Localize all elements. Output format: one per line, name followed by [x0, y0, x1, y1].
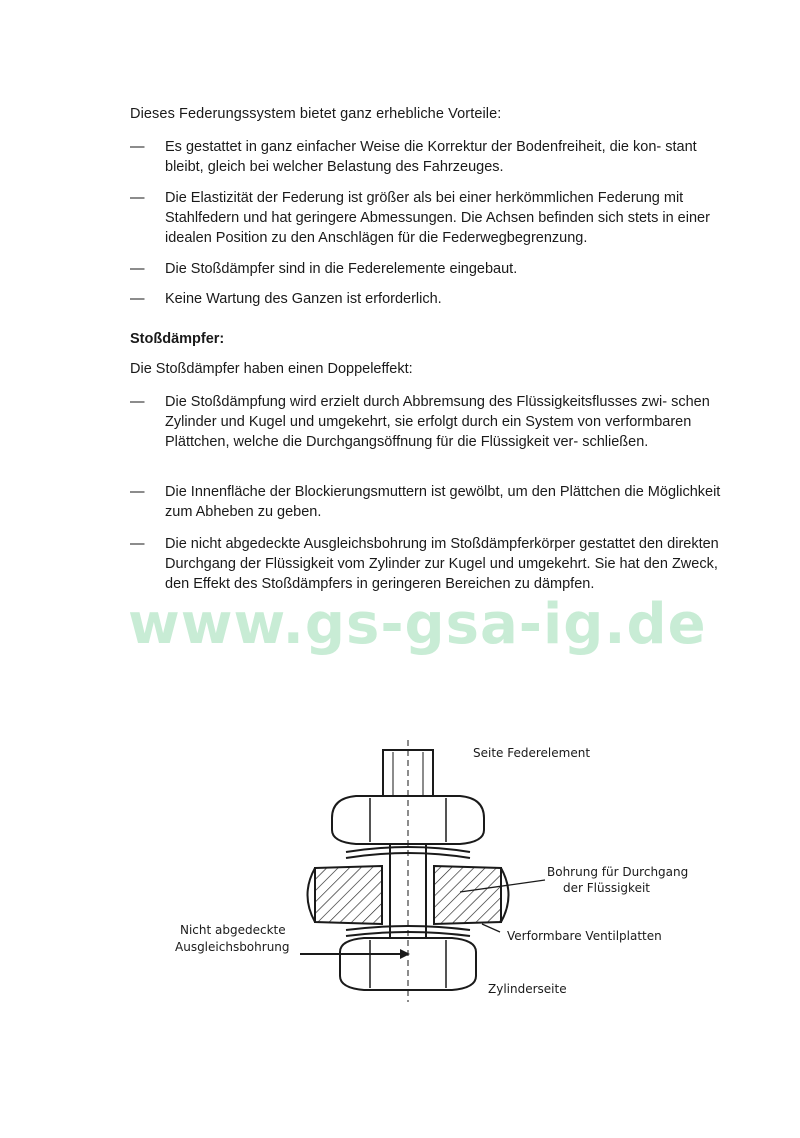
bullet-dash: — — [130, 139, 145, 155]
body-right — [434, 866, 501, 924]
advantage-item — [130, 289, 730, 309]
label-zylinderseite: Zylinderseite — [488, 982, 567, 996]
label-ausgleich-line1: Nicht abgedeckte — [180, 923, 286, 937]
advantage-text: Es gestattet in ganz einfacher Weise die Korrektur der Bodenfreiheit, die kon- stant bleibt, gleich bei welcher Belastung des Fahrzeuges. — [165, 139, 697, 175]
label-bohrung-line1: Bohrung für Durchgang — [547, 865, 689, 879]
label-bohrung-line2: der Flüssigkeit — [563, 881, 650, 895]
bullet-dash: — — [130, 536, 145, 552]
feature-text: Die Innenfläche der Blockierungsmuttern ist gewölbt, um den Plättchen die Möglichkeit zum Abheben zu geben. — [165, 484, 721, 520]
feature-item — [130, 392, 730, 472]
advantage-text: Die Elastizität der Federung ist größer als bei einer herkömmlichen Federung mit Stahlfedern und hat geringere Abmessungen. Die Achsen befinden sich stets in einer idealen Position zu den Anschlägen für die Federwegbegrenzung. — [165, 190, 710, 246]
advantage-text: Keine Wartung des Ganzen ist erforderlich. — [165, 291, 442, 307]
feature-text: Die Stoßdämpfung wird erzielt durch Abbremsung des Flüssigkeitsflusses zwi- schen Zylinder und Kugel und umgekehrt, sie erfolgt durch ein System von verformbaren Plättchen, welche die Durchgangsöffnung für die Flüssigkeit ver- schließen. — [165, 394, 710, 450]
section-heading: Stoßdämpfer: — [130, 331, 225, 347]
bullet-dash: — — [130, 291, 145, 307]
bullet-dash: — — [130, 484, 145, 500]
label-ventilplatten: Verformbare Ventilplatten — [507, 929, 662, 943]
watermark: www.gs-gsa-ig.de — [128, 592, 707, 657]
ventil-leader — [482, 924, 500, 932]
advantage-item — [130, 188, 730, 248]
feature-item — [130, 482, 730, 522]
intro-text: Dieses Federungssystem bietet ganz erhebliche Vorteile: — [130, 106, 502, 122]
bullet-dash: — — [130, 394, 145, 410]
feature-text: Die nicht abgedeckte Ausgleichsbohrung im Stoßdämpferkörper gestattet den direkten Durchgang der Flüssigkeit vom Zylinder zur Kugel und umgekehrt. Sie hat den Zweck, den Effekt des Stoßdämpfers in geringeren Bereichen zu dämpfen. — [165, 536, 719, 592]
label-seite-federelement: Seite Federelement — [473, 746, 591, 760]
body-left — [315, 866, 382, 924]
bullet-dash: — — [130, 190, 145, 206]
label-ausgleich-line2: Ausgleichsbohrung — [175, 940, 290, 954]
advantage-text: Die Stoßdämpfer sind in die Federelemente eingebaut. — [165, 261, 518, 277]
shock-absorber-diagram — [160, 740, 720, 1010]
section-intro: Die Stoßdämpfer haben einen Doppeleffekt: — [130, 361, 413, 377]
advantage-item — [130, 137, 730, 177]
advantage-item — [130, 259, 730, 279]
bullet-dash: — — [130, 261, 145, 277]
